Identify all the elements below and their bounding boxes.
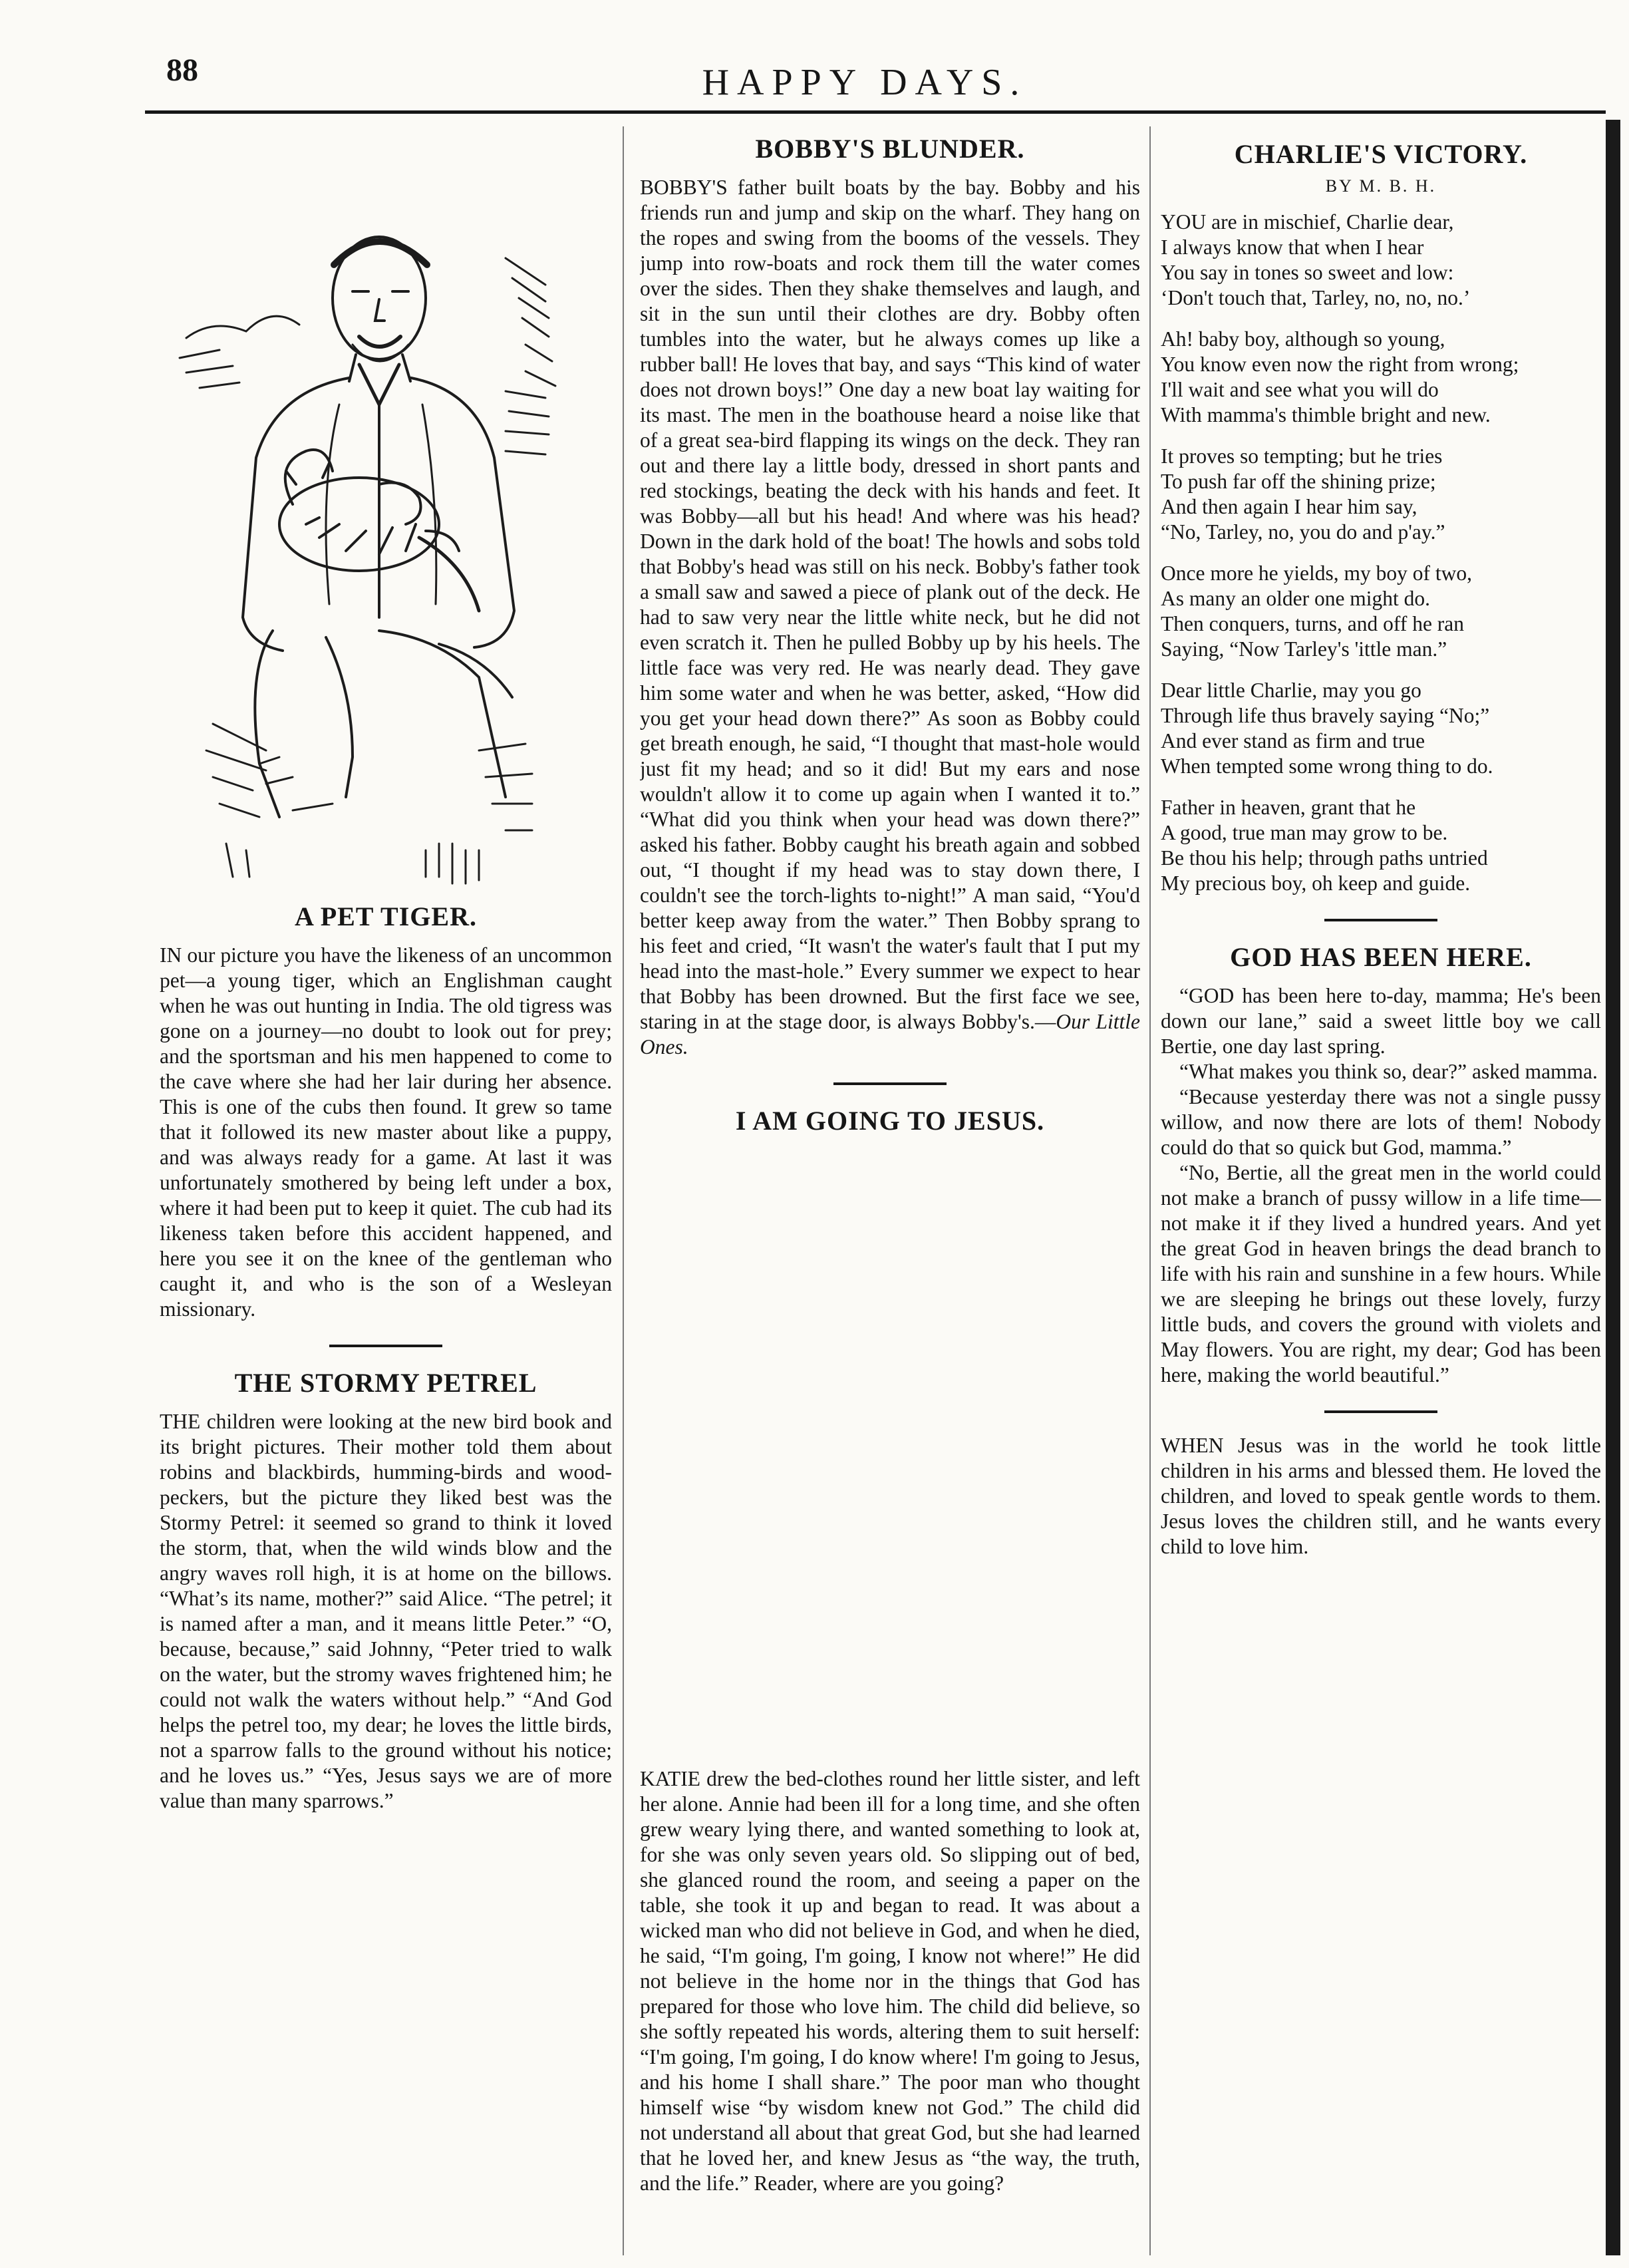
poem-line: It proves so tempting; but he tries	[1161, 444, 1443, 468]
article-body-jesus-and-children: WHEN Jesus was in the world he took little children in his arms and blessed them. He loved the children, and loved to speak gentle words to them. Jesus loves the children still, and he wants every child to love him.	[1161, 1434, 1601, 1558]
article-title-god-has-been-here: GOD HAS BEEN HERE.	[1230, 942, 1532, 972]
section-separator	[329, 1345, 442, 1347]
poem-line: To push far off the shining prize;	[1161, 470, 1436, 493]
section-separator	[1324, 1410, 1437, 1413]
article-body-going-to-jesus	[640, 1766, 1140, 2259]
poem-line: And then again I hear him say,	[1161, 495, 1417, 518]
article-title-stormy-petrel: THE STORMY PETREL	[234, 1368, 537, 1398]
article-title-going-to-jesus: I AM GOING TO JESUS.	[735, 1106, 1045, 1136]
poem-line: “No, Tarley, no, you do and p'ay.”	[1161, 520, 1445, 544]
poem-title-charlies-victory: CHARLIE'S VICTORY.	[1234, 139, 1528, 169]
section-separator	[1324, 919, 1437, 921]
column-divider	[1149, 126, 1151, 2255]
poem-line: Dear little Charlie, may you go	[1161, 679, 1421, 702]
poem-line: You say in tones so sweet and low:	[1161, 261, 1454, 284]
poem-line: Then conquers, turns, and off he ran	[1161, 612, 1465, 635]
article-body-stormy-petrel: THE children were looking at the new bird book and its bright pictures. Their mother told them about robins and blackbirds, humming-birds and wood-peckers, but the picture they liked best was the Stormy Petrel: it seemed so grand to think it loved the storm, that, when the wild winds blow and the angry waves roll high, it is at home on the billows. “What’s its name, mother?” said Alice. “The petrel; it is named after a man, and it means little Peter.” “O, because, because,” said Johnny, “Peter tried to walk on the water, but the stromy waves frightened him; he could not walk the waters without help.” “And God helps the petrel too, my dear; he loves the little birds, not a sparrow falls to the ground without his notice; and he loves us.” “Yes, Jesus says we are of more value than many sparrows.”	[160, 1410, 612, 1812]
poem-line: Be thou his help; through paths untried	[1161, 846, 1488, 870]
article-body-pet-tiger: IN our picture you have the likeness of an uncommon pet—a young tiger, which an Englishman caught when he was out hunting in India. The old tigress was gone on a journey—no doubt to look out for prey; and the sportsman and his men happened to come to the cave where she had her lair during her absence. This is one of the cubs then found. It grew so tame that it followed its new master about like a puppy, and was always ready for a game. At last it was unfortunately smothered by being left under a box, where it had been put to keep it quiet. The cub had its likeness taken before this accident happened, and here you see it on the knee of the gentleman who caught it, and who is the son of a Wesleyan missionary.	[160, 943, 612, 1321]
column-divider	[623, 126, 624, 2255]
header-rule	[145, 110, 1606, 114]
poem-line: Through life thus bravely saying “No;”	[1161, 704, 1490, 727]
article-body-bobbys-blunder: BOBBY'S father built boats by the bay. Bobby and his friends run and jump and skip on the wharf. They hang on the ropes and swing from the booms of the vessels. They jump into row-boats and rock them till the water comes over the sides. Then they shake themselves and laugh, and sit in the sun until their clothes are dry. Bobby often tumbles into the water, but he always comes up like a rubber ball! He loves that bay, and says “This kind of water does not drown boys!” One day a new boat lay waiting for its mast. The men in the boathouse heard a noise like that of a great sea-bird flapping its wings on the deck. They ran out and there lay a little body, dressed in short pants and red stockings, beating the deck with his hands and feet. It was Bobby—all but his head! And where was his head? Down in the dark hold of the boat! The howls and sobs told that Bobby's head was still on his neck. Bobby's father took a small saw and sawed a piece of plank out of the deck. He had to saw very near the little white neck, but he did not even scratch it. Then he pulled Bobby up by his heels. The little face was very red. He was nearly dead. They gave him some water and when he was better, asked, “How did you get your head down there?” As soon as Bobby could get breath enough, he said, “I thought that mast-hole would just fit my head; and so it did! But my ears and nose wouldn't allow it to come up again when I wanted it to.” “What did you think when your head was down there?” asked his father. Bobby caught his breath again and sobbed out, “I thought if my head was to stay down there, I couldn't see the torch-lights to-night!” A man said, “You'd better keep away from the water.” Then Bobby sprang to his feet and cried, “It wasn't the water's fault that I put my head into the mast-hole.” Every summer we expect to hear that Bobby has been drowned. But the first face we see, staring in at the stage door, is always Bobby's.—Our Little Ones.	[640, 176, 1140, 1058]
bobbys-blunder-text: BOBBY'S father built boats by the bay. Bobby and his friends run and jump and skip on the wharf. They hang on the ropes and swing from the booms of the vessels. They jump into row-boats and rock them till the water comes over the sides. Then they shake themselves and laugh, and sit in the sun until their clothes are dry. Bobby often tumbles into the water, but he always comes up like a rubber ball! He loves that bay, and says “This kind of water does not drown boys!” One day a new boat lay waiting for its mast. The men in the boathouse heard a noise like that of a great sea-bird flapping its wings on the deck. They ran out and there lay a little body, dressed in short pants and red stockings, beating the deck with his hands and feet. It was Bobby—all but his head! And where was his head? Down in the dark hold of the boat! The howls and sobs told that Bobby's head was still on his neck. Bobby's father took a small saw and sawed a piece of plank out of the deck. He had to saw very near the little white neck, but he did not even scratch it. Then he pulled Bobby up by his heels. The little face was very red. He was nearly dead. They gave him some water and when he was better, asked, “How did you get your head down there?” As soon as Bobby could get breath enough, he said, “I thought that mast-hole would just fit my head; and so it did! But my ears and nose wouldn't allow it to come up again when I wanted it to.” “What did you think when your head was down there?” asked his father. Bobby caught his breath again and sobbed out, “I thought if my head was to stay down there, I couldn't see the torch-lights to-night!” A man said, “You'd better keep away from the water.” Then Bobby sprang to his feet and cried, “It wasn't the water's fault that I put my head into the mast-hole.” Every summer we expect to hear that Bobby has been drowned. But the first face we see, staring in at the stage door, is always Bobby's.	[640, 176, 1140, 1033]
article-title-bobbys-blunder: BOBBY'S BLUNDER.	[755, 134, 1025, 164]
poem-line: A good, true man may grow to be.	[1161, 821, 1448, 844]
page-number: 88	[166, 53, 198, 88]
poem-line: My precious boy, oh keep and guide.	[1161, 872, 1471, 895]
column-right	[1161, 125, 1601, 2261]
masthead-title: HAPPY DAYS.	[702, 62, 1028, 103]
man-holding-tiger-cub-engraving	[160, 125, 612, 890]
poem-line: I'll wait and see what you will do	[1161, 378, 1439, 401]
poem-stanza	[1161, 678, 1601, 779]
poem-line: As many an older one might do.	[1161, 587, 1431, 610]
poem-line: Once more he yields, my boy of two,	[1161, 562, 1473, 585]
poem-stanza	[1161, 561, 1601, 662]
going-to-jesus-text: KATIE drew the bed-clothes round her little sister, and left her alone. Annie had been ill for a long time, and she often grew weary lying there, and wanted something to look at, for she was only seven years old. So slipping out of bed, she glanced round the room, and seeing a paper on the table, she took it up and began to read. It was about a wicked man who did not believe in God, and when he died, he said, “I'm going, I'm going, I know not where!” He did not believe in the home nor in the things that God has prepared for those who love him. The child did believe, so she softly repeated his words, altering them to suit herself: “I'm going, I'm going, I do know where! I'm going to Jesus, and his home I shall share.” The poor man who thought himself wise “by wisdom knew not God.” The child did not understand all about that great God, but she had learned that he loved her, and knew Jesus as “the way, the truth, and the life.” Reader, where are you going?	[640, 1767, 1140, 2195]
article-paragraph: “Because yesterday there was not a single pussy willow, and now there are lots of them! Nobody could do that so quick but God, mamma.”	[1161, 1085, 1601, 1159]
poem-line: I always know that when I hear	[1161, 236, 1424, 259]
poem-byline: BY M. B. H.	[1325, 176, 1437, 196]
poem-stanza	[1161, 327, 1601, 428]
poem-stanza	[1161, 795, 1601, 896]
engraving-icon	[160, 125, 612, 890]
article-source: Our Little Ones.	[640, 1010, 1140, 1058]
article-paragraph: “No, Bertie, all the great men in the world could not make a branch of pussy willow in a life time—not make it if they lived a hundred years. And yet the great God in heaven brings the dead branch to life with his rain and sunshine in a few hours. While we are sleeping he brings out these lovely, furzy little buds, and covers the ground with violets and May flowers. You are right, my dear; God has been here, making the world beautiful.”	[1161, 1161, 1601, 1386]
page-edge-shadow	[1606, 120, 1620, 2255]
column-left	[160, 125, 612, 2261]
poem-line: You know even now the right from wrong;	[1161, 353, 1519, 376]
poem-line: Saying, “Now Tarley's 'ittle man.”	[1161, 637, 1447, 661]
poem-charlies-victory	[1161, 210, 1601, 896]
poem-line: With mamma's thimble bright and new.	[1161, 403, 1491, 426]
poem-line: And ever stand as firm and true	[1161, 729, 1425, 752]
poem-line: When tempted some wrong thing to do.	[1161, 754, 1493, 778]
poem-stanza	[1161, 210, 1601, 311]
poem-stanza	[1161, 444, 1601, 545]
article-paragraph: “What makes you think so, dear?” asked mamma.	[1179, 1060, 1598, 1083]
article-title-pet-tiger: A PET TIGER.	[295, 901, 477, 931]
poem-line: ‘Don't touch that, Tarley, no, no, no.’	[1161, 286, 1471, 309]
poem-line: YOU are in mischief, Charlie dear,	[1161, 210, 1454, 234]
poem-line: Ah! baby boy, although so young,	[1161, 327, 1445, 351]
article-paragraph: “GOD has been here to-day, mamma; He's been down our lane,” said a sweet little boy we call Bertie, one day last spring.	[1161, 984, 1601, 1058]
poem-line: Father in heaven, grant that he	[1161, 796, 1416, 819]
section-separator	[833, 1082, 947, 1085]
